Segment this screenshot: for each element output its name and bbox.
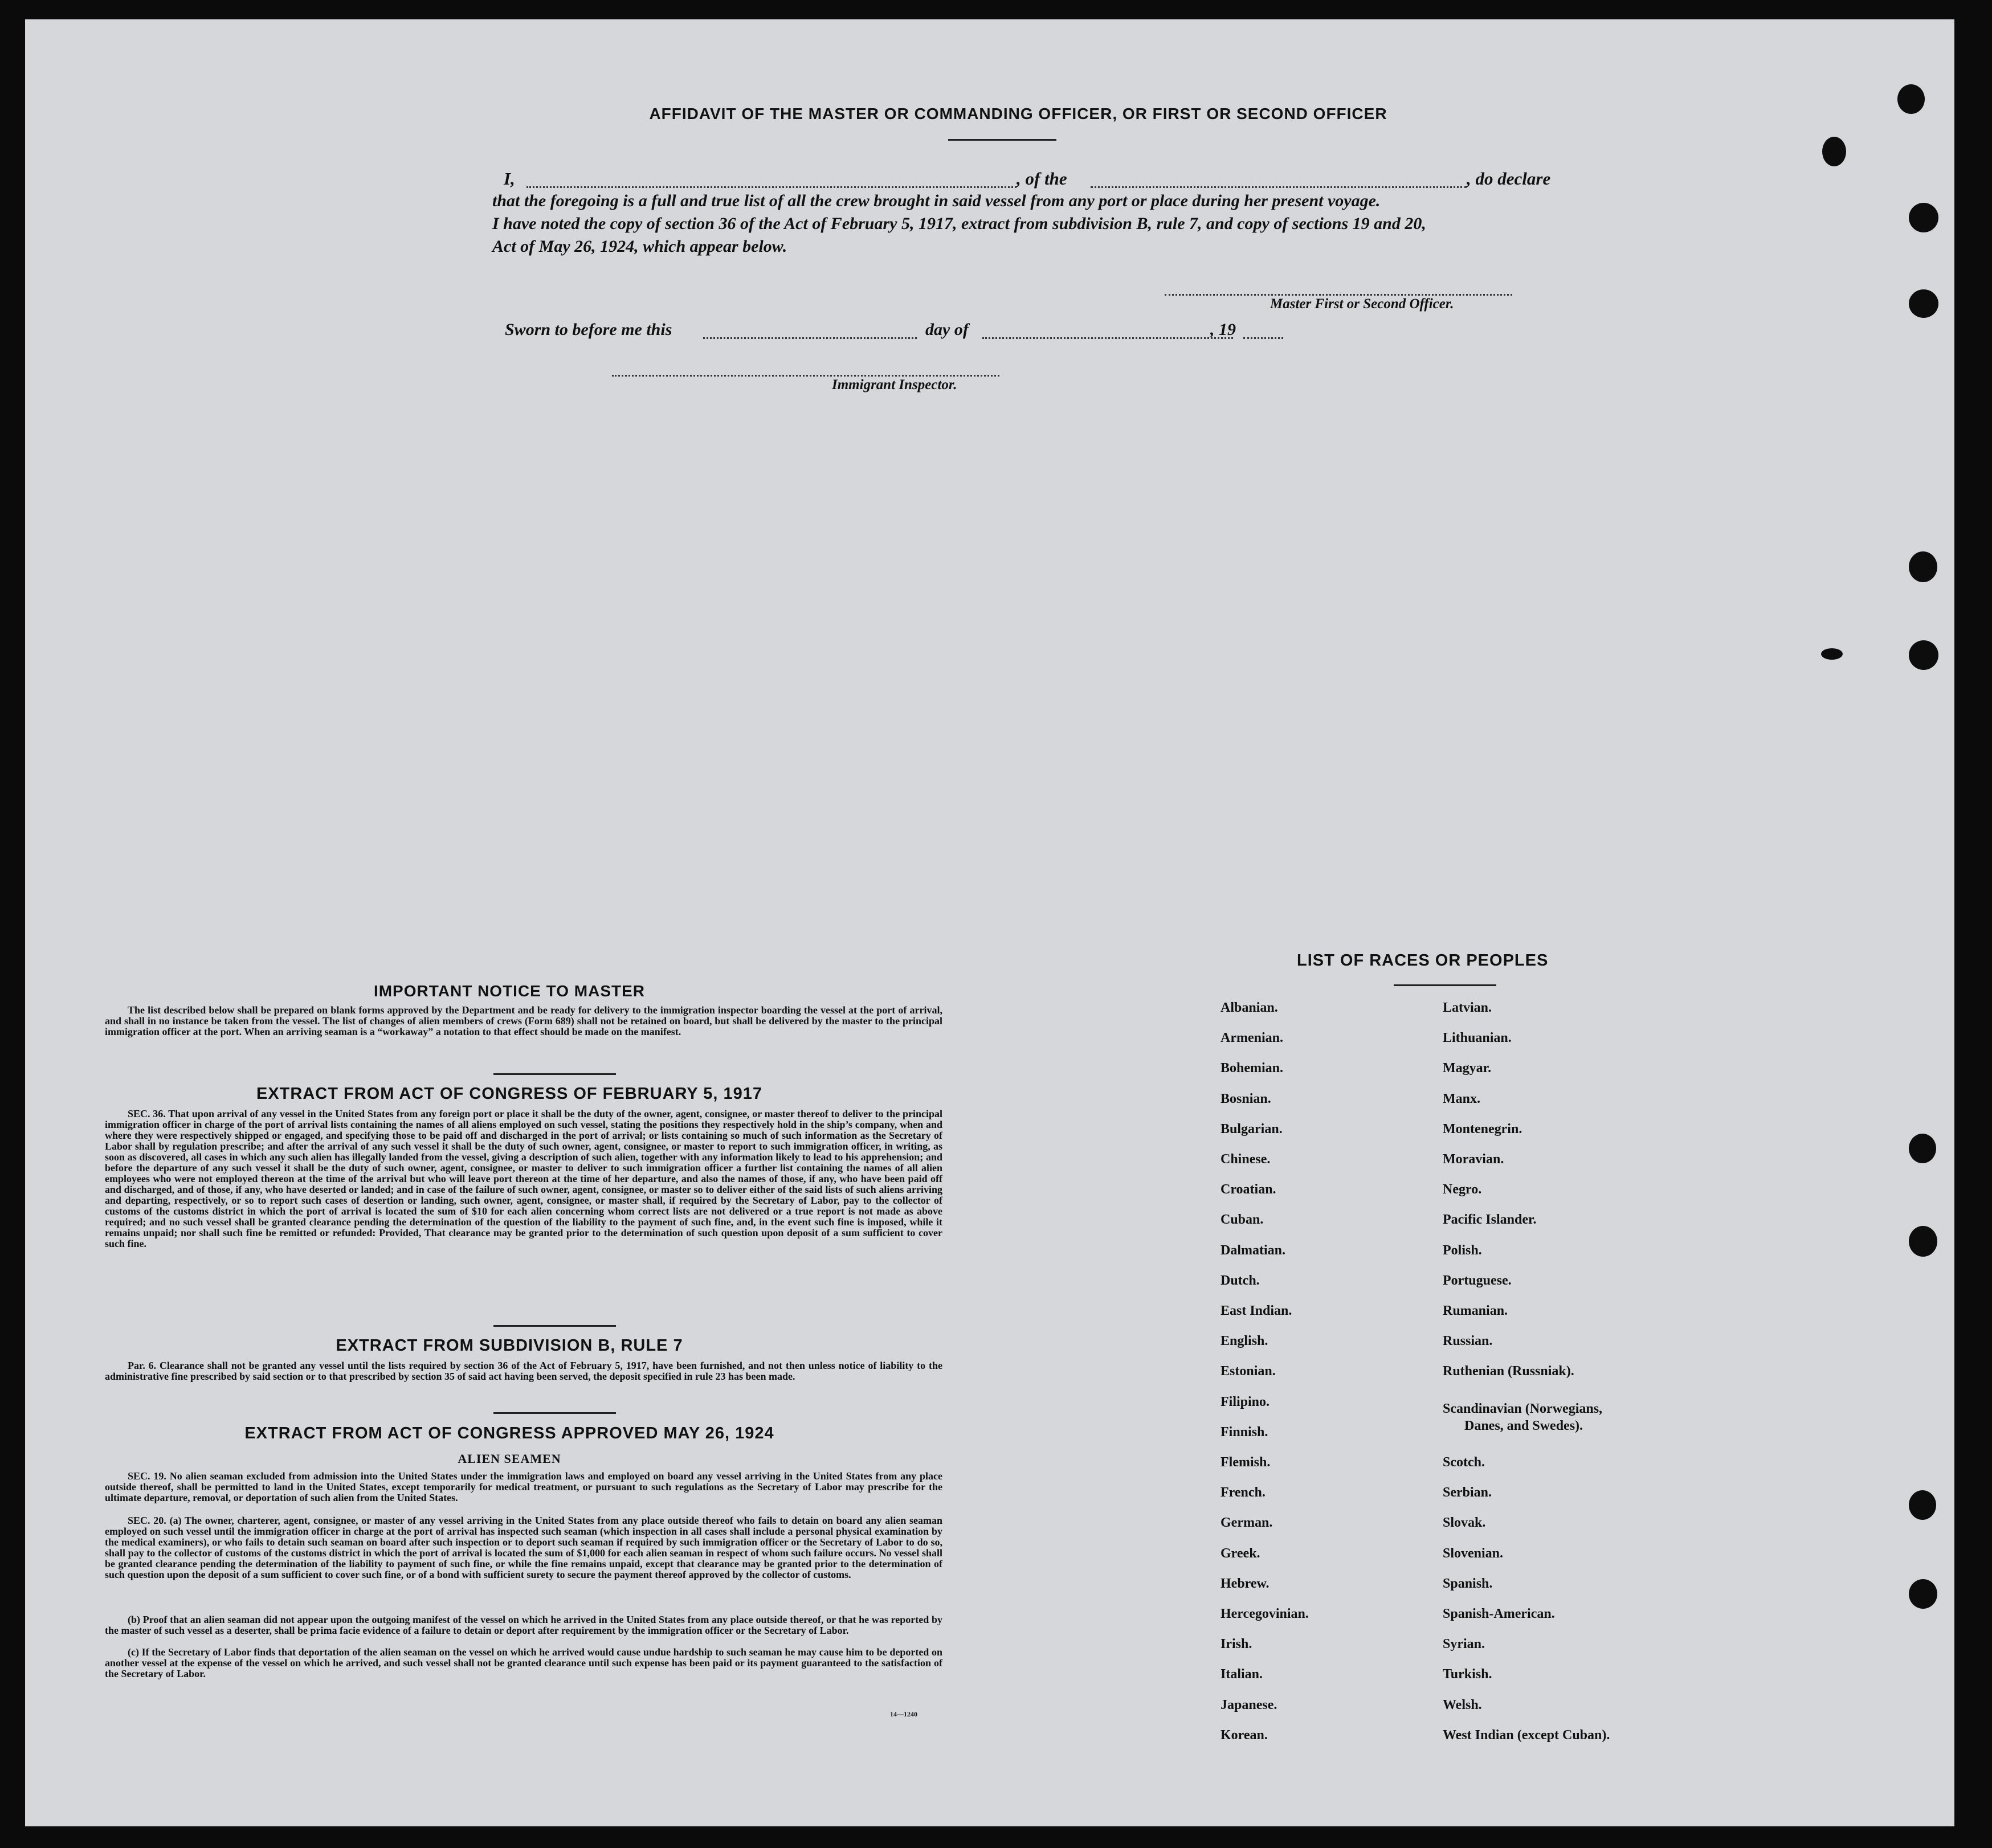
race-item: English. [1220, 1334, 1268, 1349]
race-item: Spanish-American. [1443, 1606, 1555, 1621]
affidavit-title: AFFIDAVIT OF THE MASTER OR COMMANDING OFFICER, OR FIRST OR SECOND OFFICER [649, 105, 1387, 122]
race-item: Turkish. [1443, 1667, 1492, 1682]
race-item: Japanese. [1220, 1697, 1277, 1712]
affidavit-line-4: Act of May 26, 1924, which appear below. [492, 237, 787, 256]
race-item: Slovak. [1443, 1515, 1486, 1531]
notice-text: The list described below shall be prepared on blank forms approved by the Department and be ready for delivery to the immigration inspector boarding the vessel at the port of arrival, and shall in no instance be taken from the vessel. The list of changes of alien members of crews (Form 689) shall not be retained on board, but shall be delivered by the master to the principal immigration officer at the port. When an arriving seaman is a “workaway” a notation to that effect should be made on the manifest. [105, 1004, 942, 1037]
document-page [25, 19, 1954, 1826]
race-item: Bosnian. [1220, 1091, 1271, 1106]
punch-hole [1909, 1226, 1937, 1257]
sworn-year-blank [1243, 337, 1283, 339]
race-item: Scotch. [1443, 1455, 1485, 1470]
race-item: Chinese. [1220, 1152, 1271, 1167]
race-item: Dutch. [1220, 1273, 1260, 1288]
extract-1924-sec19: SEC. 19. No alien seaman excluded from admission into the United States under the immigration laws and employed on board any vessel arriving in the United States from any place outside thereof, shall be permitted to land in the United States, except temporarily for medical treatment, or pursuant to such regulations as the Secretary of Labor may prescribe for the ultimate departure, removal, or deportation of such alien from the United States. [105, 1470, 942, 1503]
affidavit-of-the: , of the [1017, 169, 1067, 189]
sworn-year: , 19 [1210, 320, 1236, 339]
punch-hole [1909, 640, 1938, 670]
race-item: Rumanian. [1443, 1303, 1508, 1318]
punch-hole [1909, 1490, 1936, 1520]
race-item: East Indian. [1220, 1303, 1292, 1318]
sworn-day-blank [703, 337, 917, 339]
extract-1924-sec20c: (c) If the Secretary of Labor finds that deportation of the alien seaman on the vessel on which he arrived would cause undue hardship to such seaman he may cause him to be deported on another vessel at the expense of the vessel on which he arrived, and such vessel shall not be granted clearance until such expense has been paid or its payment guaranteed to the satisfaction of the Secretary of Labor. [105, 1646, 942, 1679]
race-item: Russian. [1443, 1334, 1493, 1349]
race-item: Hercegovinian. [1220, 1606, 1309, 1621]
race-item: Finnish. [1220, 1424, 1268, 1440]
race-item: Danes, and Swedes). [1464, 1418, 1583, 1433]
notice-title: IMPORTANT NOTICE TO MASTER [373, 982, 646, 1000]
punch-hole [1821, 648, 1843, 660]
extract-1924-subtitle: ALIEN SEAMEN [458, 1452, 561, 1466]
race-item: Latvian. [1443, 1000, 1492, 1015]
extract-1924-sec20a: SEC. 20. (a) The owner, charterer, agent, consignee, or master of any vessel arriving in the United States from any place outside thereof who fails to detain on board any alien seaman employed on such vessel until the immigration officer in charge at the port of arrival has inspected such seaman (which inspection in all cases shall include a personal physical examination by the medical examiners), or who fails to detain such seaman on board after such inspection or to deport such seaman if required by such immigration officer or the Secretary of Labor to do so, shall pay to the collector of customs of the customs district in which the port of arrival is located the sum of $1,000 for each alien seaman in respect of whom such failure occurs. No vessel shall be granted clearance pending the determination of the liability to payment of such fine, or while the fine remains unpaid, except that clearance may be granted prior to the determination of such question upon the deposit of a sum sufficient to cover such fine, or of a bond with sufficient surety to secure the payment thereof approved by the collector of customs. [105, 1515, 942, 1580]
name-blank [526, 186, 1017, 188]
vessel-blank [1091, 186, 1467, 188]
race-item: Irish. [1220, 1637, 1252, 1652]
races-title: LIST OF RACES OR PEOPLES [1297, 951, 1549, 970]
race-item: Ruthenian (Russniak). [1443, 1364, 1574, 1379]
race-item: Hebrew. [1220, 1576, 1270, 1591]
affidavit-declare: , do declare [1467, 169, 1551, 189]
sworn-prefix: Sworn to before me this [505, 320, 672, 339]
extract-1917-divider [493, 1325, 616, 1327]
races-divider [1394, 984, 1496, 986]
race-item: Slovenian. [1443, 1546, 1504, 1561]
race-item: Serbian. [1443, 1485, 1492, 1501]
race-item: Lithuanian. [1443, 1031, 1512, 1046]
extract-rule7-title: EXTRACT FROM SUBDIVISION B, RULE 7 [336, 1336, 683, 1355]
race-item: Flemish. [1220, 1455, 1271, 1470]
sworn-month-blank [982, 337, 1233, 339]
race-item: German. [1220, 1515, 1273, 1531]
extract-1924-title: EXTRACT FROM ACT OF CONGRESS APPROVED MAY 26, 1924 [244, 1424, 774, 1442]
race-item: Polish. [1443, 1242, 1482, 1258]
race-item: Syrian. [1443, 1637, 1485, 1652]
punch-hole [1909, 203, 1938, 232]
punch-hole [1909, 551, 1937, 582]
title-divider [948, 139, 1056, 141]
punch-hole [1909, 289, 1938, 318]
race-item: Montenegrin. [1443, 1121, 1522, 1136]
extract-rule7-divider [493, 1412, 616, 1414]
sworn-day-of: day of [925, 320, 969, 339]
race-item: Albanian. [1220, 1000, 1278, 1015]
extract-1917-text: SEC. 36. That upon arrival of any vessel in the United States from any foreign port or place it shall be the duty of the owner, agent, consignee, or master thereof to deliver to the principal immigration officer in charge of the port of arrival lists containing the names of all aliens employed on such vessel, stating the positions they respectively hold in the ship’s company, when and where they were respectively shipped or engaged, and specifying those to be paid off and discharged in the port of arrival; or lists containing so much of such information as the Secretary of Labor shall by regulation prescribe; and after the arrival of any such vessel it shall be the duty of such owner, agent, consignee, or master to report to such immigration officer, in writing, as soon as discovered, all cases in which any such alien has illegally landed from the vessel, giving a description of such alien, together with any information likely to lead to his apprehension; and before the departure of any such vessel it shall be the duty of such owner, agent, consignee, or master to deliver to such immigration officer a further list containing the names of all alien employees who were not employed thereon at the time of the arrival but who will leave port thereon at the time of her departure, and also the names of those, if any, who have been paid off and discharged, and of those, if any, who have deserted or landed; and in case of the failure of such owner, agent, consignee, or master so to deliver either of the said lists of such aliens arriving and departing, respectively, or so to report such cases of desertion or landing, such owner, agent, consignee, or master shall, if required by the Secretary of Labor, pay to the collector of customs of the customs district in which the port of arrival is located the sum of $10 for each alien concerning whom correct lists are not delivered or a true report is not made as above required; and no such vessel shall be granted clearance pending the determination of the question of the liability to the payment of such fine, and, in the event such fine is imposed, while it remains unpaid; nor shall such fine be remitted or refunded: Provided, That clearance may be granted prior to the determination of such question upon deposit of a sum sufficient to cover such fine. [105, 1108, 942, 1249]
extract-rule7-text: Par. 6. Clearance shall not be granted any vessel until the lists required by section 36 of the Act of February 5, 1917, have been furnished, and not then unless notice of liability to the administrative fine prescribed by said section or to that prescribed by section 35 of said act having been served, the deposit specified in rule 23 has been made. [105, 1360, 942, 1382]
race-item: West Indian (except Cuban). [1443, 1727, 1610, 1743]
race-item: Magyar. [1443, 1061, 1492, 1076]
inspector-caption: Immigrant Inspector. [832, 377, 957, 393]
race-item: Manx. [1443, 1091, 1480, 1106]
race-item: French. [1220, 1485, 1266, 1501]
master-signature-line [1165, 294, 1512, 296]
punch-hole [1909, 1134, 1936, 1163]
race-item: Moravian. [1443, 1152, 1504, 1167]
race-item: Scandinavian (Norwegians, [1443, 1401, 1603, 1416]
race-item: Portuguese. [1443, 1273, 1512, 1288]
race-item: Welsh. [1443, 1697, 1482, 1712]
affidavit-i: I, [504, 169, 515, 189]
race-item: Italian. [1220, 1667, 1263, 1682]
inspector-signature-line [612, 375, 999, 377]
affidavit-line-2: that the foregoing is a full and true list of all the crew brought in said vessel from any port or place during her present voyage. [492, 191, 1381, 210]
race-item: Cuban. [1220, 1212, 1264, 1228]
race-item: Greek. [1220, 1546, 1260, 1561]
race-item: Negro. [1443, 1182, 1482, 1197]
race-item: Pacific Islander. [1443, 1212, 1537, 1228]
extract-1917-title: EXTRACT FROM ACT OF CONGRESS OF FEBRUARY 5, 1917 [256, 1085, 763, 1103]
race-item: Bulgarian. [1220, 1121, 1283, 1136]
race-item: Spanish. [1443, 1576, 1493, 1591]
master-signature-caption: Master First or Second Officer. [1270, 296, 1454, 312]
affidavit-line-3: I have noted the copy of section 36 of the Act of February 5, 1917, extract from subdivision B, rule 7, and copy of sections 19 and 20, [492, 214, 1426, 233]
extract-1924-sec20b: (b) Proof that an alien seaman did not appear upon the outgoing manifest of the vessel on which he arrived in the United States from any place outside thereof, or that he was reported by the master of such vessel as a deserter, shall be prima facie evidence of a failure to detain or deport after requirement by the immigration officer or the Secretary of Labor. [105, 1614, 942, 1636]
punch-hole [1909, 1579, 1937, 1609]
race-item: Armenian. [1220, 1031, 1283, 1046]
race-item: Croatian. [1220, 1182, 1276, 1197]
race-item: Bohemian. [1220, 1061, 1284, 1076]
race-item: Filipino. [1220, 1394, 1270, 1409]
notice-divider [493, 1073, 616, 1075]
punch-hole [1897, 84, 1925, 114]
race-item: Dalmatian. [1220, 1242, 1285, 1258]
punch-hole [1822, 137, 1846, 166]
race-item: Estonian. [1220, 1364, 1276, 1379]
form-number: 14—1240 [890, 1710, 917, 1718]
race-item: Korean. [1220, 1727, 1268, 1743]
